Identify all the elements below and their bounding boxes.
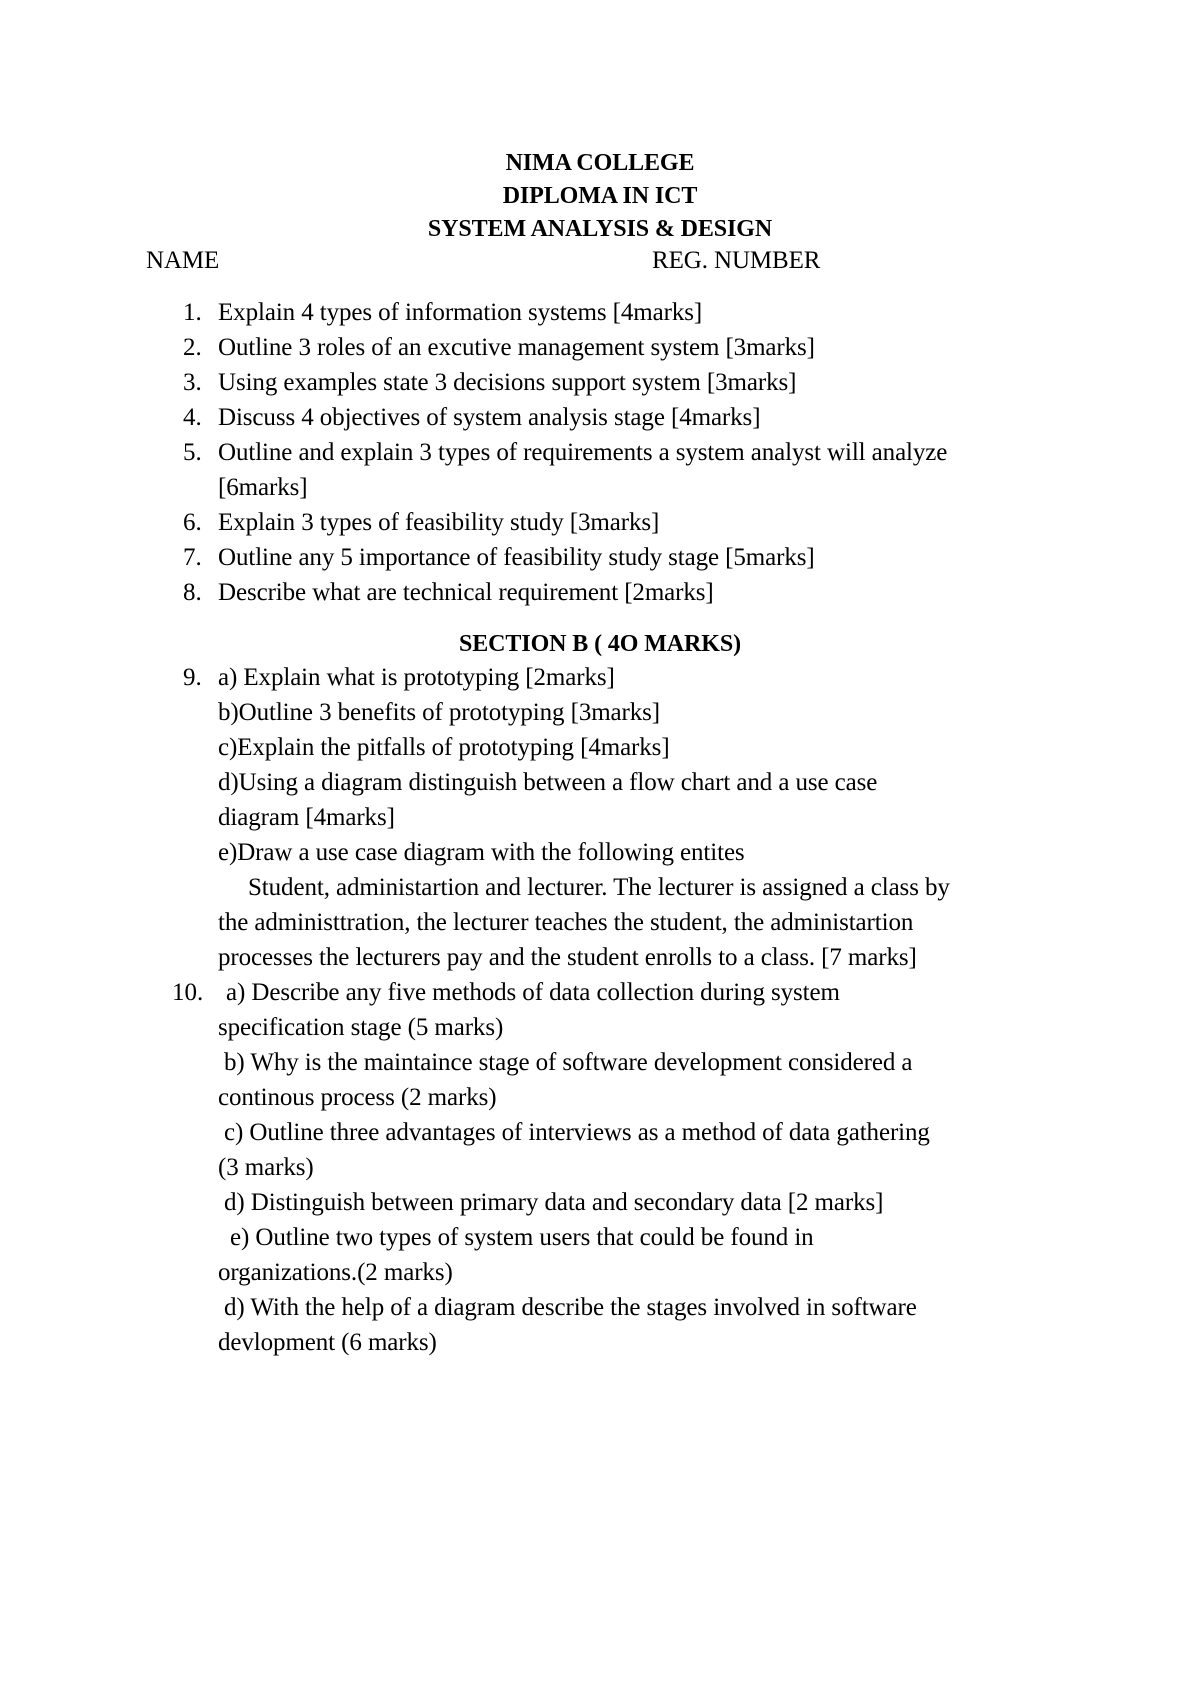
question-number: 6. [183,509,202,536]
question-number: 2. [183,334,202,361]
question-9e: e)Draw a use case diagram with the following entites [218,839,745,866]
question-text: Explain 4 types of information systems [4marks] [218,299,703,326]
college-name: NIMA COLLEGE [505,150,695,176]
question-9e-details: processes the lecturers pay and the student enrolls to a class. [7 marks] [218,944,917,971]
question-10b: b) Why is the maintaince stage of software development considered a [224,1049,913,1076]
question-number: 9. [183,664,202,691]
question-10e: e) Outline two types of system users that could be found in [230,1224,814,1251]
question-9e-details: Student, administartion and lecturer. The lecturer is assigned a class by [248,874,950,901]
question-9d: d)Using a diagram distinguish between a flow chart and a use case [218,769,878,796]
question-text-continued: [6marks] [218,474,308,501]
course-title: DIPLOMA IN ICT [502,183,698,209]
question-number: 3. [183,369,202,396]
question-text: Outline and explain 3 types of requirements a system analyst will analyze [218,439,948,466]
question-10a-continued: specification stage (5 marks) [218,1014,504,1041]
question-9b: b)Outline 3 benefits of prototyping [3marks] [218,699,661,726]
question-9e-details: the administtration, the lecturer teaches the student, the administartion [218,909,914,936]
section-b-title: SECTION B ( 4O MARKS) [459,631,741,657]
name-label: NAME [146,247,220,274]
question-text: Using examples state 3 decisions support system [3marks] [218,369,797,396]
question-9c: c)Explain the pitfalls of prototyping [4marks] [218,734,670,761]
question-9d-continued: diagram [4marks] [218,804,395,831]
question-number: 10. [172,979,204,1006]
question-9a: a) Explain what is prototyping [2marks] [218,664,615,691]
subject-title: SYSTEM ANALYSIS & DESIGN [427,216,773,242]
question-10a: a) Describe any five methods of data collection during system [226,979,840,1006]
question-10d: d) Distinguish between primary data and secondary data [2 marks] [224,1189,884,1216]
question-10c-continued: (3 marks) [218,1154,314,1181]
question-text: Explain 3 types of feasibility study [3marks] [218,509,660,536]
question-10e-continued: organizations.(2 marks) [218,1259,453,1286]
reg-number-label: REG. NUMBER [652,247,821,274]
question-number: 4. [183,404,202,431]
question-text: Discuss 4 objectives of system analysis stage [4marks] [218,404,761,431]
question-text: Describe what are technical requirement [2marks] [218,579,714,606]
question-text: Outline any 5 importance of feasibility study stage [5marks] [218,544,815,571]
question-10f: d) With the help of a diagram describe the stages involved in software [224,1294,917,1321]
question-number: 8. [183,579,202,606]
question-number: 1. [183,299,202,326]
question-number: 7. [183,544,202,571]
question-number: 5. [183,439,202,466]
question-10f-continued: devlopment (6 marks) [218,1329,437,1356]
question-10c: c) Outline three advantages of interviews as a method of data gathering [224,1119,930,1146]
question-10b-continued: continous process (2 marks) [218,1084,497,1111]
question-text: Outline 3 roles of an excutive management system [3marks] [218,334,815,361]
